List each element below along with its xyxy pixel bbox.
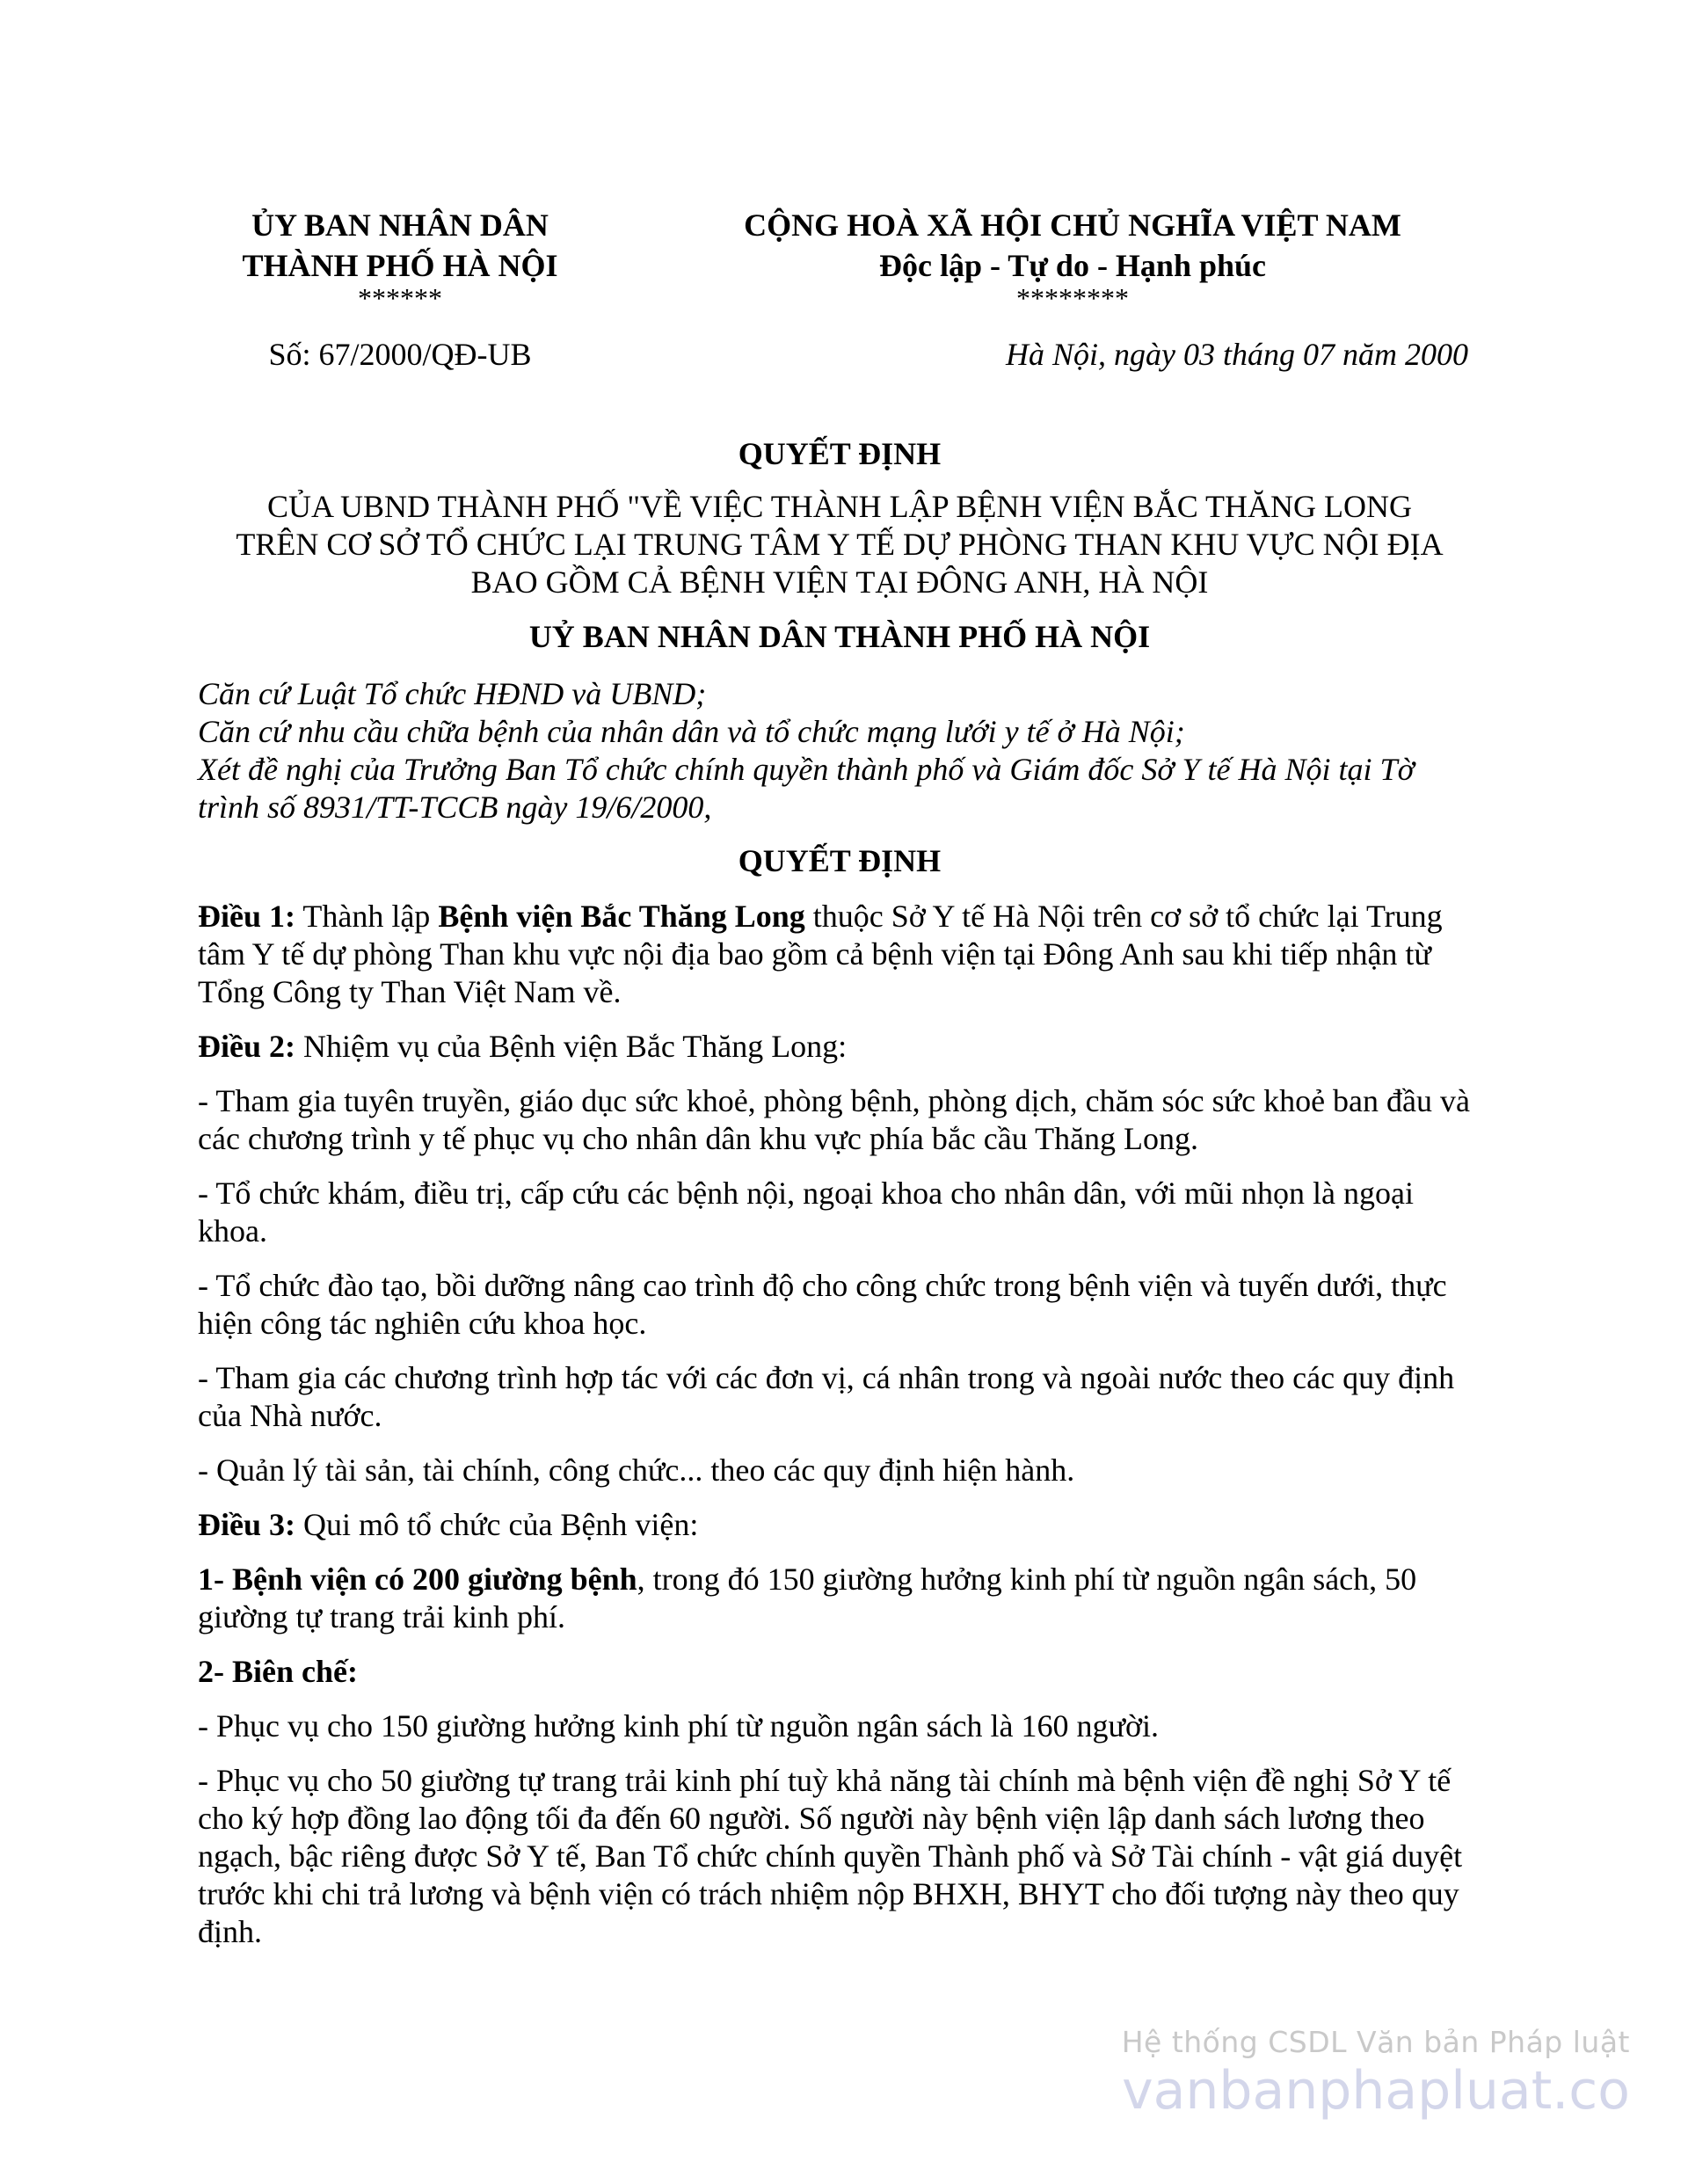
document-date: Hà Nội, ngày 03 tháng 07 năm 2000 — [1006, 337, 1468, 372]
article-3 — [198, 1506, 1481, 1544]
issuer-separator: ****** — [358, 282, 442, 314]
article-1-text-a: Thành lập — [295, 899, 439, 934]
basis-line: Căn cứ nhu cầu chữa bệnh của nhân dân và tổ chức mạng lưới y tế ở Hà Nội; — [198, 714, 1185, 749]
national-motto: Độc lập - Tự do - Hạnh phúc — [878, 248, 1267, 283]
document-number: Số: 67/2000/QĐ-UB — [268, 337, 532, 372]
bed-count-detail: , trong đó 150 giường hưởng kinh phí từ nguồn ngân sách, 50 giường tự trang trải kinh phí. — [198, 1562, 1417, 1634]
issuing-authority: UỶ BAN NHÂN DÂN THÀNH PHỐ HÀ NỘI — [528, 619, 1151, 654]
subtitle-line: TRÊN CƠ SỞ TỔ CHỨC LẠI TRUNG TÂM Y TẾ DỰ PHÒNG THAN KHU VỰC NỘI ĐỊA — [236, 527, 1444, 562]
subtitle-line: BAO GỒM CẢ BỆNH VIỆN TẠI ĐÔNG ANH, HÀ NỘI — [470, 564, 1209, 600]
article-2-text: Nhiệm vụ của Bệnh viện Bắc Thăng Long: — [295, 1029, 848, 1064]
issuer-name-line1: ỦY BAN NHÂN DÂN — [251, 207, 549, 243]
subtitle-line: CỦA UBND THÀNH PHỐ "VỀ VIỆC THÀNH LẬP BỆNH VIỆN BẮC THĂNG LONG — [266, 489, 1413, 524]
watermark-site: vanbanphapluat.co — [1122, 2060, 1630, 2122]
document-subtitle — [198, 488, 1481, 601]
national-header — [668, 205, 1477, 314]
bed-count: 1- Bệnh viện có 200 giường bệnh — [198, 1562, 637, 1597]
article-3-text: Qui mô tổ chức của Bệnh viện: — [295, 1507, 699, 1542]
staffing-item: - Phục vụ cho 150 giường hưởng kinh phí từ nguồn ngân sách là 160 người. — [198, 1708, 1160, 1744]
duty-item: - Quản lý tài sản, tài chính, công chức... theo các quy định hiện hành. — [198, 1452, 1075, 1488]
duty-item: - Tham gia các chương trình hợp tác với các đơn vị, cá nhân trong và ngoài nước theo các quy định của Nhà nước. — [198, 1360, 1455, 1433]
basis-line: Xét đề nghị của Trưởng Ban Tổ chức chính quyền thành phố và Giám đốc Sở Y tế Hà Nội tại Tờ trình số 8931/TT-TCCB ngày 19/6/2000, — [198, 752, 1415, 825]
issuer-header — [198, 205, 602, 314]
legal-basis — [198, 675, 1481, 826]
article-3-label: Điều 3: — [198, 1507, 295, 1542]
article-1-label: Điều 1: — [198, 899, 295, 934]
document-title: QUYẾT ĐỊNH — [738, 436, 942, 471]
article-3-point-1 — [198, 1561, 1481, 1636]
watermark-caption: Hệ thống CSDL Văn bản Pháp luật — [1121, 2025, 1630, 2059]
article-1 — [198, 898, 1481, 1011]
duty-item: - Tổ chức đào tạo, bồi dưỡng nâng cao trình độ cho công chức trong bệnh viện và tuyến dưới, thực hiện công tác nghiên cứu khoa học. — [198, 1268, 1447, 1341]
duty-item: - Tham gia tuyên truyền, giáo dục sức khoẻ, phòng bệnh, phòng dịch, chăm sóc sức khoẻ ban đầu và các chương trình y tế phục vụ cho nhân dân khu vực phía bắc cầu Thăng Long. — [198, 1083, 1470, 1156]
basis-line: Căn cứ Luật Tổ chức HĐND và UBND; — [198, 676, 707, 711]
national-title: CỘNG HOÀ XÃ HỘI CHỦ NGHĨA VIỆT NAM — [744, 207, 1401, 243]
article-2-label: Điều 2: — [198, 1029, 295, 1064]
national-separator: ******** — [1016, 282, 1129, 314]
staffing-item: - Phục vụ cho 50 giường tự trang trải kinh phí tuỳ khả năng tài chính mà bệnh viện đề nghị Sở Y tế cho ký hợp đồng lao động tối đa đến 60 người. Số người này bệnh viện lập danh sách lương theo ngạch, bậc riêng được Sở Y tế, Ban Tổ chức chính quyền Thành phố và Sở Tài chính - vật giá duyệt trước khi chi trả lương và bệnh viện có trách nhiệm nộp BHXH, BHYT cho đối tượng này theo quy định. — [198, 1763, 1463, 1949]
article-1-text-b: thuộc Sở Y tế Hà Nội trên cơ sở tổ chức lại Trung tâm Y tế dự phòng Than khu vực nội địa bao gồm cả bệnh viện tại Đông Anh sau khi tiếp nhận từ Tổng Công ty Than Việt Nam về. — [198, 899, 1443, 1009]
issuer-name-line2: THÀNH PHỐ HÀ NỘI — [242, 248, 558, 283]
hospital-name: Bệnh viện Bắc Thăng Long — [438, 899, 805, 934]
document-body — [198, 435, 1481, 1968]
staffing-heading: 2- Biên chế: — [198, 1654, 358, 1689]
article-2 — [198, 1028, 1481, 1066]
decision-heading: QUYẾT ĐỊNH — [738, 843, 942, 878]
duty-item: - Tổ chức khám, điều trị, cấp cứu các bệnh nội, ngoại khoa cho nhân dân, với mũi nhọn là ngoại khoa. — [198, 1176, 1415, 1249]
